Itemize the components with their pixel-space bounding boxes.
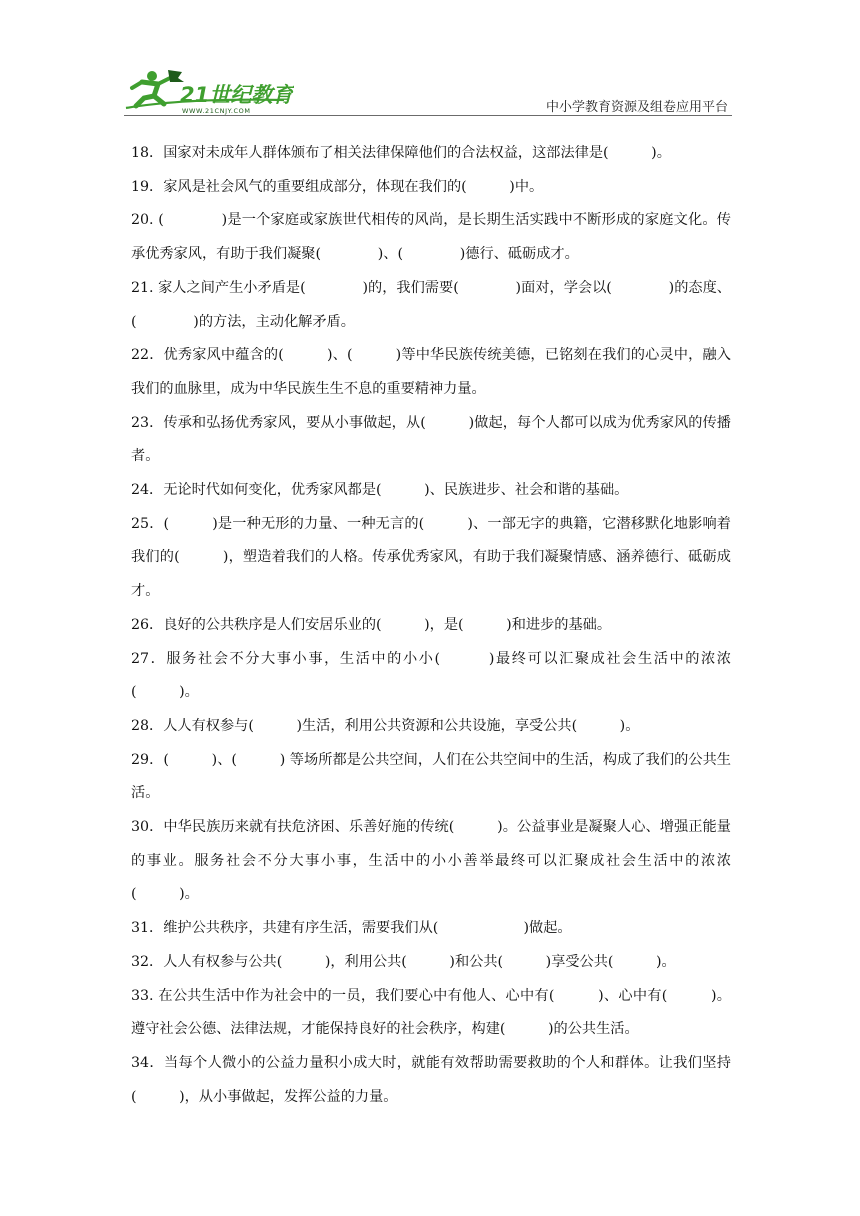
question-31: 31．维护公共秩序，共建有序生活，需要我们从( )做起。 <box>131 920 572 937</box>
question-23: 23．传承和弘扬优秀家风，要从小事做起，从( )做起，每个人都可以成为优秀家风的传播者。 <box>131 414 731 465</box>
question-19: 19．家风是社会风气的重要组成部分，体现在我们的( )中。 <box>131 178 544 195</box>
question-list <box>131 137 731 1114</box>
header-divider <box>124 115 732 116</box>
question-29: 29．( )、( ) 等场所都是公共空间，人们在公共空间中的生活，构成了我们的公共生活。 <box>131 751 731 802</box>
question-30: 30．中华民族历来就有扶危济困、乐善好施的传统( )。公益事业是凝聚人心、增强正能量的事业。服务社会不分大事小事，生活中的小小善举最终可以汇聚成社会生活中的浓浓( )。 <box>131 819 731 903</box>
svg-text:WWW.21CNJY.COM: WWW.21CNJY.COM <box>182 107 251 115</box>
question-24: 24．无论时代如何变化，优秀家风都是( )、民族进步、社会和谐的基础。 <box>131 482 629 499</box>
question-33: 33. 在公共生活中作为社会中的一员，我们要心中有他人、心中有( )、心中有( )。遵守社会公德、法律法规，才能保持良好的社会秩序，构建( )的公共生活。 <box>131 987 731 1038</box>
question-21: 21. 家人之间产生小矛盾是( )的，我们需要( )面对，学会以( )的态度、( )的方法，主动化解矛盾。 <box>131 279 731 330</box>
platform-name: 中小学教育资源及组卷应用平台 <box>545 100 728 115</box>
question-32: 32．人人有权参与公共( )，利用公共( )和公共( )享受公共( )。 <box>131 953 676 970</box>
question-26: 26．良好的公共秩序是人们安居乐业的( )，是( )和进步的基础。 <box>131 616 612 633</box>
logo <box>124 68 294 116</box>
page-header <box>124 66 732 114</box>
svg-text:21世纪教育: 21世纪教育 <box>180 83 294 107</box>
question-34: 34．当每个人微小的公益力量积小成大时，就能有效帮助需要救助的个人和群体。让我们坚持( )，从小事做起，发挥公益的力量。 <box>131 1054 731 1105</box>
question-28: 28．人人有权参与( )生活，利用公共资源和公共设施，享受公共( )。 <box>131 717 640 734</box>
question-20: 20. ( )是一个家庭或家族世代相传的风尚，是长期生活实践中不断形成的家庭文化。传承优秀家风，有助于我们凝聚( )、( )德行、砥砺成才。 <box>131 212 731 263</box>
question-18: 18．国家对未成年人群体颁布了相关法律保障他们的合法权益，这部法律是( )。 <box>131 145 671 161</box>
question-22: 22．优秀家风中蕴含的( )、( )等中华民族传统美德，已铭刻在我们的心灵中，融入我们的血脉里，成为中华民族生生不息的重要精神力量。 <box>131 347 731 397</box>
runner-logo-icon <box>124 68 294 116</box>
question-27: 27．服务社会不分大事小事，生活中的小小( )最终可以汇聚成社会生活中的浓浓( )。 <box>131 650 731 701</box>
question-25: 25．( )是一种无形的力量、一种无言的( )、一部无字的典籍，它潜移默化地影响着我们的( )，塑造着我们的人格。传承优秀家风，有助于我们凝聚情感、涵养德行、砥砺成才。 <box>131 515 731 600</box>
